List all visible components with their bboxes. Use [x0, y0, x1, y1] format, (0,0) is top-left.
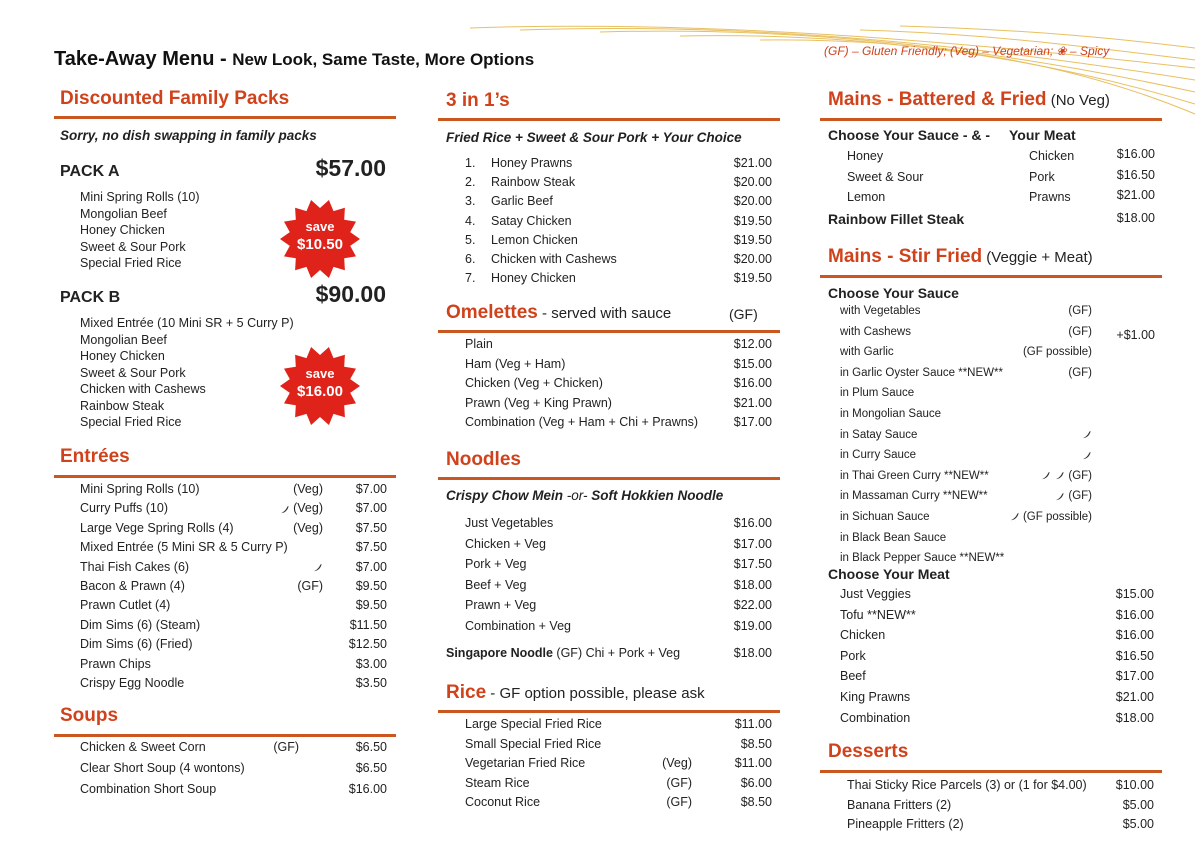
item-name: Dim Sims (6) (Steam)	[80, 617, 201, 632]
noodles-title: Noodles	[446, 449, 521, 470]
item-name: Combination + Veg	[465, 619, 571, 633]
dessert-row	[847, 817, 1154, 833]
stirfried-sauce-row	[840, 429, 1092, 445]
stirfried-meat-row	[840, 628, 1154, 644]
item-tag-text: (GF)	[666, 795, 692, 809]
item-name: Just Vegetables	[465, 516, 554, 530]
chili-icon	[1081, 450, 1092, 461]
rice-row	[465, 737, 772, 753]
sauce-name: with Garlic	[840, 346, 894, 359]
soups-title: Soups	[60, 705, 119, 726]
pack-name: PACK B	[60, 289, 121, 306]
item-name: Prawn + Veg	[465, 598, 537, 613]
pack-item: Mongolian Beef	[80, 206, 167, 221]
item-name: Prawn Cutlet (4)	[80, 598, 171, 613]
divider	[438, 118, 780, 121]
divider	[438, 477, 780, 480]
item-name: Vegetarian Fried Rice	[465, 756, 586, 770]
stirfried-meat-row	[840, 608, 1154, 624]
pack-item: Chicken with Cashews	[80, 382, 206, 396]
sauce-tag	[1054, 490, 1092, 502]
item-price: $19.00	[733, 619, 772, 633]
item-name: Combination Short Soup	[80, 782, 217, 796]
pack-item: Special Fried Rice	[80, 256, 182, 270]
item-price: $15.00	[733, 356, 772, 371]
save-amount: $10.50	[297, 236, 343, 253]
item-tag	[279, 501, 323, 515]
battered-meat: Pork	[1029, 169, 1055, 184]
divider	[54, 734, 396, 737]
item-price: $18.00	[733, 577, 772, 592]
item-price: $19.50	[733, 213, 772, 228]
item-tag-text: (Veg)	[293, 482, 323, 496]
rice-row	[465, 776, 772, 792]
sauce-name: in Curry Sauce	[840, 449, 917, 462]
item-name: Honey Chicken	[491, 271, 576, 286]
sauce-name: in Garlic Oyster Sauce **NEW**	[840, 366, 1003, 379]
item-price: $17.50	[733, 557, 772, 572]
item-price: $16.00	[733, 516, 772, 530]
item-name: Thai Sticky Rice Parcels (3) or (1 for $4.00)	[847, 778, 1087, 792]
omelette-row	[465, 357, 772, 373]
entree-row	[80, 521, 387, 537]
stirfried-meat-row	[840, 711, 1154, 727]
save-amount: $16.00	[297, 383, 343, 400]
item-price: $3.50	[355, 676, 387, 690]
item-price: $12.00	[733, 337, 772, 351]
three-in-one-row	[465, 175, 772, 191]
item-price: $11.00	[734, 756, 772, 770]
battered-meat-heading: Your Meat	[1009, 127, 1076, 143]
item-price: $20.00	[733, 175, 772, 190]
stirfried-meat-row	[840, 587, 1154, 603]
sauce-tag	[1023, 346, 1092, 358]
item-price: $21.00	[733, 395, 772, 410]
battered-price: $21.00	[1116, 188, 1155, 202]
item-name: Lemon Chicken	[491, 232, 578, 247]
omelette-row	[465, 376, 772, 392]
sauce-tag-text: (GF)	[1068, 305, 1092, 317]
pack-item: Mongolian Beef	[80, 332, 167, 347]
stirfried-sauce-row	[840, 387, 1092, 403]
item-name: Beef + Veg	[465, 577, 527, 592]
item-name: Pork + Veg	[465, 557, 527, 572]
item-name: Combination (Veg + Ham + Chi + Prawns)	[465, 415, 699, 429]
item-tag	[293, 521, 323, 535]
pack-item: Mixed Entrée (10 Mini SR + 5 Curry P)	[80, 316, 294, 330]
rice-row	[465, 795, 772, 811]
item-name: Mixed Entrée (5 Mini SR & 5 Curry P)	[80, 540, 288, 555]
three-in-one-row	[465, 214, 772, 230]
item-tag-text: (GF)	[666, 775, 692, 790]
entree-row	[80, 579, 387, 595]
rice-row	[465, 756, 772, 772]
item-name: Steam Rice	[465, 775, 530, 790]
item-number: 6.	[465, 252, 476, 266]
item-price: $12.50	[348, 637, 387, 652]
item-name: Large Special Fried Rice	[465, 717, 602, 731]
chili-icon	[1054, 470, 1065, 481]
pack-price: $90.00	[315, 281, 386, 307]
item-name: Chicken	[840, 628, 886, 643]
pack-item: Honey Chicken	[80, 349, 165, 363]
item-price: $16.00	[1115, 607, 1154, 622]
chili-icon	[1081, 429, 1092, 440]
sauce-name: in Mongolian Sauce	[840, 408, 942, 420]
save-badge	[280, 346, 360, 426]
item-price: $19.50	[733, 271, 772, 286]
item-price: $9.50	[355, 598, 387, 613]
item-name: Pork	[840, 648, 866, 663]
item-price: $15.00	[1115, 587, 1154, 601]
three-in-one-note: Fried Rice + Sweet & Sour Pork + Your Choice	[446, 130, 742, 145]
item-price: $8.50	[740, 736, 772, 751]
entree-row	[80, 618, 387, 634]
item-name: Chicken + Veg	[465, 536, 546, 551]
dessert-row	[847, 798, 1154, 814]
stirfried-meat-row	[840, 649, 1154, 665]
family-packs-note: Sorry, no dish swapping in family packs	[60, 128, 317, 143]
item-name: Chicken & Sweet Corn	[80, 740, 206, 754]
sauce-tag-text: (GF)	[1068, 325, 1092, 338]
noodle-row	[465, 557, 772, 573]
item-tag-text: (GF)	[297, 579, 323, 593]
item-price: $17.00	[733, 415, 772, 429]
legend: (GF) – Gluten Friendly; (Veg) – Vegetarian; ❀ – Spicy	[824, 44, 1110, 58]
item-price: $6.50	[355, 761, 387, 775]
item-price: $7.00	[355, 482, 387, 496]
noodle-row	[465, 537, 772, 553]
item-name: Just Veggies	[840, 587, 911, 601]
item-price: $16.00	[1115, 628, 1154, 643]
pack-item: Special Fried Rice	[80, 415, 182, 429]
item-number: 5.	[465, 232, 476, 247]
sauce-tag	[1068, 326, 1092, 338]
item-name: Ham (Veg + Ham)	[465, 356, 566, 371]
sauce-tag	[1009, 511, 1092, 523]
stirfried-sauce-row	[840, 490, 1092, 506]
item-price: $9.50	[355, 579, 387, 593]
item-tag-text: (Veg)	[662, 756, 692, 770]
item-name: Thai Fish Cakes (6)	[80, 559, 190, 574]
rice-title: Rice - GF option possible, please ask	[446, 682, 705, 703]
sauce-tag-text: (GF)	[1068, 490, 1092, 503]
sauce-name: in Black Pepper Sauce **NEW**	[840, 552, 1005, 565]
item-price: $17.00	[1115, 669, 1154, 684]
entree-row	[80, 676, 387, 692]
divider	[54, 116, 396, 119]
noodle-row	[465, 619, 772, 635]
item-name: Crispy Egg Noodle	[80, 676, 185, 690]
entree-row	[80, 657, 387, 673]
noodle-row	[465, 516, 772, 532]
sauce-tag	[1081, 429, 1092, 441]
rice-row	[465, 717, 772, 733]
soup-row	[80, 740, 387, 756]
item-price: $6.50	[355, 740, 387, 754]
desserts-title: Desserts	[828, 741, 909, 762]
stirfried-sauce-heading: Choose Your Sauce	[828, 285, 959, 301]
sauce-tag-text: (GF possible)	[1022, 346, 1092, 359]
item-name: Tofu **NEW**	[840, 607, 916, 622]
item-name: Honey Prawns	[491, 156, 573, 170]
stirfried-sauce-row	[840, 326, 1092, 342]
item-tag-text: (Veg)	[293, 501, 323, 516]
battered-sauce: Sweet & Sour	[847, 169, 924, 184]
stirfried-sauce-row	[840, 346, 1092, 362]
item-name: Bacon & Prawn (4)	[80, 579, 185, 593]
chili-icon	[1040, 470, 1051, 481]
item-price: $6.00	[740, 775, 772, 790]
item-name: Coconut Rice	[465, 795, 541, 809]
item-price: $5.00	[1122, 797, 1154, 812]
page-title: Take-Away Menu - New Look, Same Taste, More Options	[54, 48, 535, 70]
sauce-name: in Plum Sauce	[840, 387, 915, 400]
pack-item: Honey Chicken	[80, 223, 165, 237]
sauce-name: with Cashews	[840, 325, 911, 338]
entree-row	[80, 598, 387, 614]
stirfried-meat-heading: Choose Your Meat	[828, 566, 950, 582]
rainbow-fillet-name: Rainbow Fillet Steak	[828, 211, 965, 227]
sauce-name: with Vegetables	[840, 305, 921, 317]
three-in-one-row	[465, 252, 772, 268]
battered-meat: Chicken	[1029, 149, 1075, 163]
noodle-row	[465, 578, 772, 594]
item-price: $8.50	[740, 795, 772, 809]
battered-meat: Prawns	[1029, 190, 1071, 204]
entrees-title: Entrées	[60, 446, 130, 467]
item-price: $3.00	[355, 656, 387, 671]
stirfried-sauce-row	[840, 511, 1092, 527]
item-name: Prawn Chips	[80, 656, 151, 671]
item-name: Chicken with Cashews	[491, 252, 617, 266]
divider	[820, 770, 1162, 773]
sauce-name: in Sichuan Sauce	[840, 511, 930, 523]
stirfried-sauce-row	[840, 449, 1092, 465]
item-price: $7.00	[355, 559, 387, 574]
pack-price: $57.00	[315, 155, 386, 181]
family-packs-title: Discounted Family Packs	[60, 88, 290, 109]
chili-icon	[1009, 511, 1020, 522]
item-tag	[666, 795, 692, 809]
item-name: Curry Puffs (10)	[80, 501, 168, 516]
save-word: save	[305, 219, 335, 234]
stirfried-meat-row	[840, 690, 1154, 706]
item-name: King Prawns	[840, 690, 911, 704]
sauce-tag-text: (GF)	[1068, 469, 1092, 482]
item-name: Chicken (Veg + Chicken)	[465, 376, 603, 390]
pack-item: Sweet & Sour Pork	[80, 365, 186, 380]
item-tag	[666, 776, 692, 790]
battered-sauce: Lemon	[847, 190, 886, 204]
item-name: Garlic Beef	[491, 194, 553, 209]
chili-icon	[1054, 491, 1065, 502]
battered-price: $16.50	[1116, 167, 1155, 182]
sauce-tag	[1081, 449, 1092, 461]
item-price: $7.50	[355, 520, 387, 535]
divider	[820, 275, 1162, 278]
three-in-one-row	[465, 233, 772, 249]
item-name: Dim Sims (6) (Fried)	[80, 637, 193, 652]
pack-item: Rainbow Steak	[80, 398, 165, 413]
item-price: $20.00	[733, 194, 772, 209]
divider	[54, 475, 396, 478]
item-name: Banana Fritters (2)	[847, 797, 952, 812]
stirfried-meat-row	[840, 669, 1154, 685]
chili-icon	[279, 504, 290, 515]
omelettes-title: Omelettes - served with sauce	[446, 302, 672, 323]
omelette-row	[465, 396, 772, 412]
item-price: $7.50	[355, 540, 387, 555]
item-price: $11.00	[734, 717, 772, 731]
pack-name: PACK A	[60, 163, 120, 180]
item-price: $16.00	[733, 376, 772, 390]
sauce-name: in Satay Sauce	[840, 428, 918, 441]
sauce-tag-text: (GF)	[1068, 366, 1092, 379]
item-name: Clear Short Soup (4 wontons)	[80, 761, 245, 775]
chili-icon	[312, 562, 323, 573]
item-price: $7.00	[355, 501, 387, 516]
singapore-noodle-row: Singapore Noodle (GF) Chi + Pork + Veg $18.00	[446, 646, 772, 660]
sauce-tag	[1068, 367, 1092, 379]
stirfried-sauce-row	[840, 408, 1092, 424]
sauce-tag-text: (GF possible)	[1022, 511, 1092, 523]
item-number: 1.	[465, 156, 476, 170]
stirfried-sauce-row	[840, 470, 1092, 486]
three-in-one-row	[465, 156, 772, 172]
noodles-note: Crispy Chow Mein -or- Soft Hokkien Noodle	[446, 488, 724, 503]
noodle-row	[465, 598, 772, 614]
item-price: $21.00	[733, 156, 772, 170]
battered-sauce: Honey	[847, 149, 884, 163]
omelettes-tag: (GF)	[729, 306, 758, 322]
item-name: Combination	[840, 710, 911, 725]
item-tag	[273, 740, 299, 754]
stirfried-sauce-row	[840, 305, 1092, 321]
rainbow-fillet-price: $18.00	[1116, 211, 1155, 225]
item-name: Satay Chicken	[491, 213, 572, 228]
sauce-tag	[1068, 305, 1092, 317]
item-number: 4.	[465, 213, 476, 228]
dessert-row	[847, 778, 1154, 794]
item-price: $21.00	[1115, 690, 1154, 704]
item-name: Mini Spring Rolls (10)	[80, 482, 200, 496]
pack-item: Mini Spring Rolls (10)	[80, 190, 200, 204]
battered-price: $16.00	[1116, 147, 1155, 161]
divider	[438, 710, 780, 713]
item-tag	[312, 560, 323, 574]
item-name: Small Special Fried Rice	[465, 736, 602, 751]
battered-sauce-heading: Choose Your Sauce - & -	[828, 127, 991, 143]
entree-row	[80, 637, 387, 653]
item-price: $16.00	[348, 782, 387, 796]
item-tag	[297, 579, 323, 593]
entree-row	[80, 482, 387, 498]
item-price: $5.00	[1122, 817, 1154, 831]
omelette-row	[465, 415, 772, 431]
item-tag	[293, 482, 323, 496]
item-price: $16.50	[1115, 648, 1154, 663]
battered-title: Mains - Battered & Fried (No Veg)	[828, 89, 1110, 110]
item-price: $18.00	[1115, 710, 1154, 725]
item-price: $20.00	[733, 252, 772, 266]
soup-row	[80, 761, 387, 777]
stirfried-sauce-row	[840, 367, 1092, 383]
save-badge	[280, 199, 360, 279]
item-name: Beef	[840, 669, 866, 684]
item-name: Prawn (Veg + King Prawn)	[465, 395, 612, 410]
divider	[438, 330, 780, 333]
entree-row	[80, 560, 387, 576]
item-name: Plain	[465, 337, 493, 351]
item-tag-text: (Veg)	[293, 520, 323, 535]
sauce-name: in Black Bean Sauce	[840, 531, 947, 544]
three-in-one-row	[465, 271, 772, 287]
stirfried-sauce-row	[840, 532, 1092, 548]
item-number: 2.	[465, 175, 476, 190]
three-in-one-title: 3 in 1’s	[446, 90, 510, 111]
sauce-name: in Thai Green Curry **NEW**	[840, 469, 989, 482]
sauce-tag	[1040, 470, 1092, 482]
item-number: 7.	[465, 271, 476, 286]
three-in-one-row	[465, 194, 772, 210]
item-name: Rainbow Steak	[491, 175, 576, 190]
pack-item: Sweet & Sour Pork	[80, 239, 186, 254]
item-name: Pineapple Fritters (2)	[847, 817, 964, 831]
item-name: Large Vege Spring Rolls (4)	[80, 520, 234, 535]
sauce-extra-price: +$1.00	[1116, 327, 1155, 342]
item-price: $22.00	[733, 598, 772, 613]
item-tag-text: (GF)	[273, 740, 299, 754]
entree-row	[80, 501, 387, 517]
item-tag	[662, 756, 692, 770]
item-number: 3.	[465, 194, 476, 209]
item-price: $19.50	[733, 232, 772, 247]
item-price: $11.50	[349, 617, 387, 632]
save-word: save	[305, 366, 335, 381]
item-price: $10.00	[1115, 778, 1154, 792]
stirfried-title: Mains - Stir Fried (Veggie + Meat)	[828, 246, 1093, 267]
omelette-row	[465, 337, 772, 353]
sauce-name: in Massaman Curry **NEW**	[840, 490, 988, 503]
entree-row	[80, 540, 387, 556]
divider	[820, 118, 1162, 121]
item-price: $17.00	[733, 536, 772, 551]
soup-row	[80, 782, 387, 798]
